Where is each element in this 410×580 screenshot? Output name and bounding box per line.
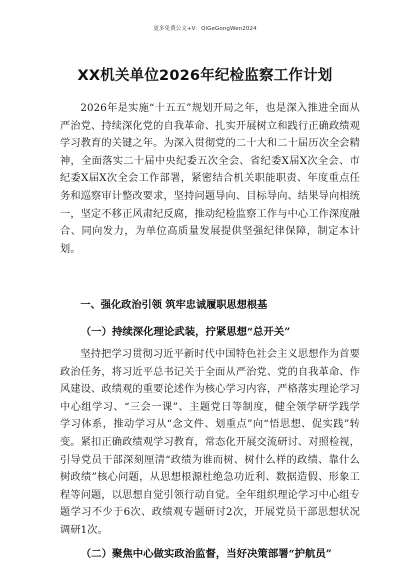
document-title: XX机关单位2026年纪检监察工作计划 bbox=[77, 68, 333, 84]
subsection-heading-2: （二）聚焦中心做实政治监督，当好决策部署“护航员” bbox=[80, 548, 332, 560]
section-heading-1: 一、强化政治引领 筑牢忠诚履职思想根基 bbox=[80, 300, 268, 311]
subsection-1-paragraph: 坚持把学习贯彻习近平新时代中国特色社会主义思想作为首要政治任务，将习近平总书记关于全面从严治党、党的自我革命、作风建设、政绩观的重要论述作为核心学习内容，严格落实理论学习中心组学习、“三会一课”、主题党日等制度，健全领学研学践学学习体系，推动学习从“念文件、划重点”向“悟思想、促实践”转变。紧扣正确政绩观学习教育，常态化开展交流研讨、对照检视，引导党员干部深刻厘清“政绩为谁而树、树什么样的政绩、靠什么树政绩”核心问题，从思想根源杜绝急功近利、数据造假、形象工程等问题，以思想自觉引领行动自觉。全年组织理论学习中心组专题学习不少于6次、政绩观专题研讨2次，开展党员干部思想状况调研1次。 bbox=[60, 349, 360, 536]
subsection-heading-1: （一）持续深化理论武装，拧紧思想“总开关” bbox=[80, 326, 291, 338]
intro-paragraph: 2026年是实施“十五五”规划开局之年，也是深入推进全面从严治党、持续深化党的自我革命、扎实开展树立和践行正确政绩观学习教育的关键之年。为深入贯彻党的二十大和二十届历次全会精神，全面落实二十届中央纪委五次全会、省纪委X届X次全会、市纪委X届X次全会工作部署，紧密结合机关职能职责、年度重点任务和巡察审计整改要求，坚持问题导向、目标导向、结果导向相统一，坚定不移正风肃纪反腐，推动纪检监察工作与中心工作深度融合、同向发力，为单位高质量发展提供坚强纪律保障，制定本计划。 bbox=[60, 103, 360, 255]
header-watermark: 更多免费公文+V：QiGeGongWen2024 bbox=[153, 26, 257, 32]
